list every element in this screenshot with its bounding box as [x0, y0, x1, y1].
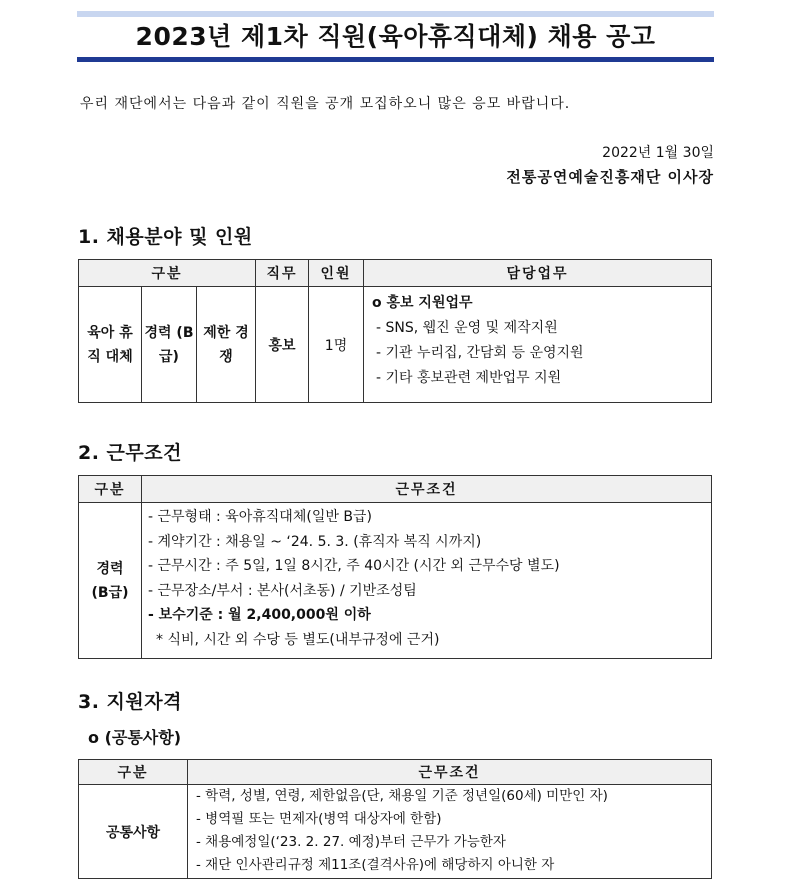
salary-item: - 보수기준 : 월 2,400,000원 이하	[148, 607, 371, 623]
title-bar-top	[77, 11, 714, 17]
page-title: 2023년 제1차 직원(육아휴직대체) 채용 공고	[135, 22, 656, 51]
title-bar-bottom	[77, 57, 714, 62]
condition-item: - 근무시간 : 주 5일, 1일 8시간, 주 40시간 (시간 외 근무수당 별도)	[148, 558, 560, 574]
col-header-conditions: 근무조건	[142, 476, 712, 503]
recruitment-table	[78, 259, 712, 403]
qualification-item: - 채용예정일(‘23. 2. 27. 예정)부터 근무가 가능한자	[196, 834, 506, 850]
restriction-cell: 제한 경쟁	[197, 287, 256, 403]
section3-heading: 3. 지원자격	[78, 691, 182, 713]
col-header-conditions: 근무조건	[188, 760, 712, 785]
duties-title: o 홍보 지원업무	[372, 295, 473, 311]
duty-item: - 기관 누리집, 간담회 등 운영지원	[376, 345, 584, 361]
duty-item: - 기타 홍보관련 제반업무 지원	[376, 370, 562, 386]
qualifications-cell	[188, 785, 712, 879]
qualification-item: - 학력, 성별, 연령, 제한없음(단, 채용일 기준 정년일(60세) 미만인 자)	[196, 788, 608, 804]
section1-heading: 1. 채용분야 및 인원	[78, 226, 253, 248]
qualifications-table	[78, 759, 712, 879]
col-header-count: 인원	[309, 260, 364, 287]
col-header-duties: 담당업무	[364, 260, 712, 287]
category-cell: 육아 휴직 대체	[79, 287, 142, 403]
section3-subheading: o (공통사항)	[88, 728, 182, 747]
condition-item: - 근무형태 : 육아휴직대체(일반 B급)	[148, 509, 372, 525]
qualification-item: - 병역필 또는 면제자(병역 대상자에 한함)	[196, 811, 442, 827]
duty-item: - SNS, 웹진 운영 및 제작지원	[376, 320, 558, 336]
duties-cell	[364, 287, 712, 403]
col-header-category: 구분	[79, 260, 256, 287]
salary-note: * 식비, 시간 외 수당 등 별도(내부규정에 근거)	[156, 631, 440, 648]
col-header-category: 구분	[79, 476, 142, 503]
notice-date: 2022년 1월 30일	[602, 145, 714, 161]
col-header-job: 직무	[256, 260, 309, 287]
type-cell: 경력 (B급)	[142, 287, 197, 403]
category-cell: 경력 (B급)	[79, 503, 142, 659]
issuer: 전통공연예술진흥재단 이사장	[506, 168, 714, 186]
intro-text: 우리 재단에서는 다음과 같이 직원을 공개 모집하오니 많은 응모 바랍니다.	[80, 96, 571, 112]
section2-heading: 2. 근무조건	[78, 442, 182, 464]
category-cell: 공통사항	[79, 785, 188, 879]
condition-item: - 근무장소/부서 : 본사(서초동) / 기반조성팀	[148, 582, 417, 599]
col-header-category: 구분	[79, 760, 188, 785]
qualification-item: - 재단 인사관리규정 제11조(결격사유)에 해당하지 아니한 자	[196, 857, 555, 873]
count-cell: 1명	[309, 287, 364, 403]
conditions-cell	[142, 503, 712, 659]
job-cell: 홍보	[256, 287, 309, 403]
work-conditions-table	[78, 475, 712, 659]
condition-item: - 계약기간 : 채용일 ~ ‘24. 5. 3. (휴직자 복직 시까지)	[148, 533, 482, 550]
